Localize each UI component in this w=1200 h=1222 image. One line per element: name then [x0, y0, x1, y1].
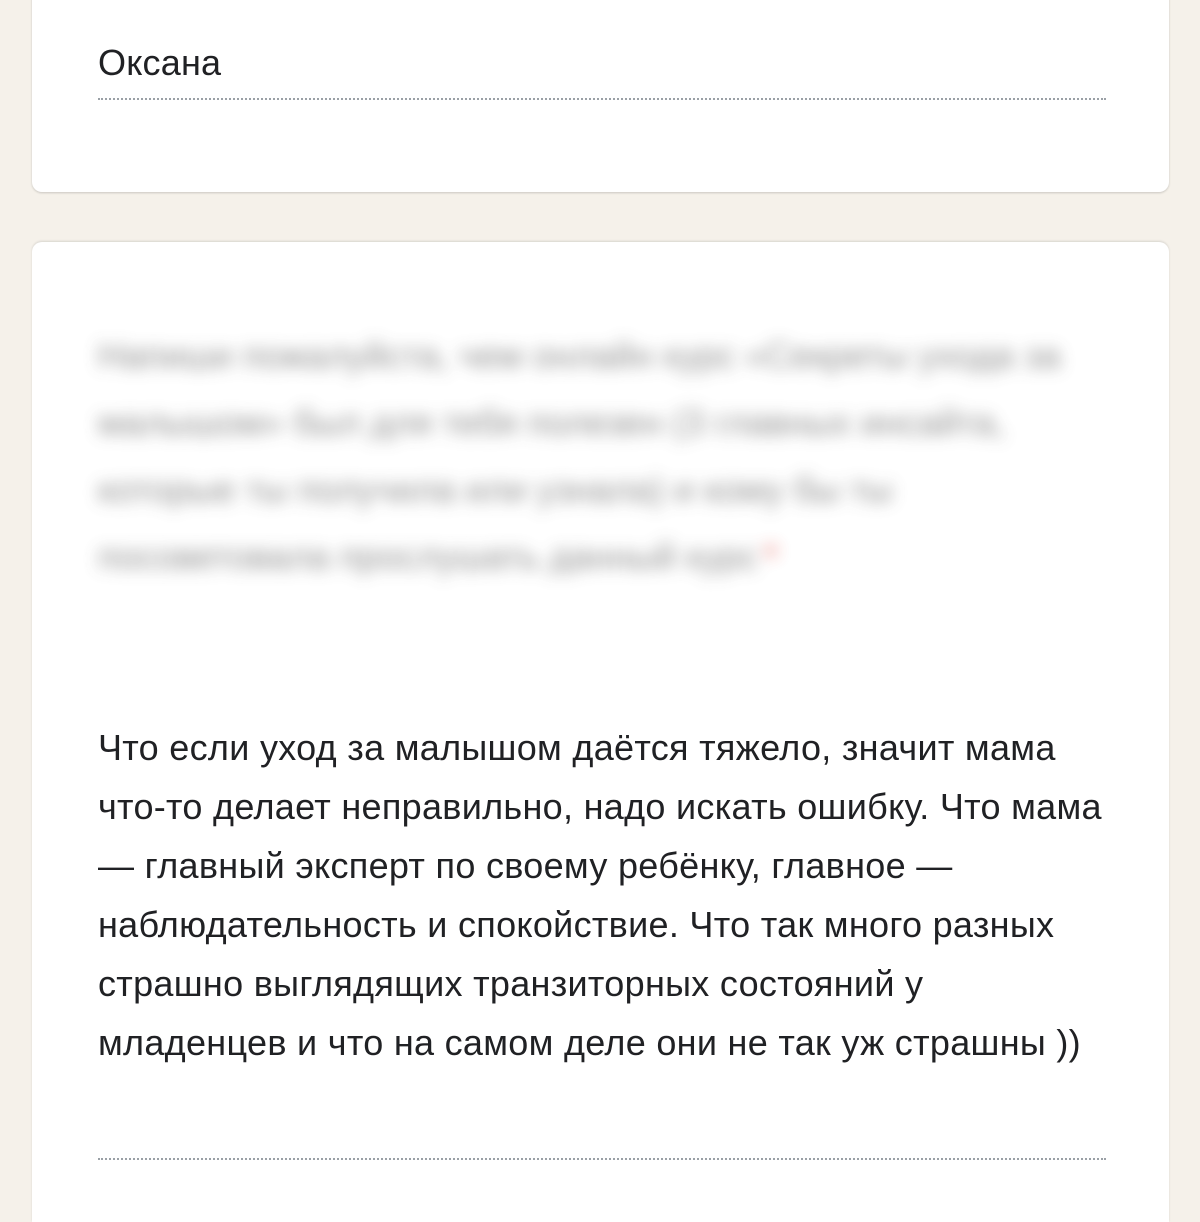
name-answer-field[interactable]: Оксана: [98, 42, 222, 83]
question-title: [98, 322, 1098, 590]
question-text: Напиши пожалуйста, чем онлайн курс «Секреты ухода за малышом» был для тебя полезен (3 главных инсайта, которые ты получила или узнала) и кому бы ты посоветовала прослушать данный курс: [98, 335, 1061, 577]
feedback-answer-field[interactable]: Что если уход за малышом даётся тяжело, значит мама что-то делает неправильно, надо искать ошибку. Что мама — главный эксперт по своему ребёнку, главное — наблюдательность и спокойствие. Что так много разных страшно выглядящих транзиторных состояний у младенцев и что на самом деле они не так уж страшны )): [98, 727, 1102, 1063]
feedback-answer-underline: [98, 1158, 1106, 1160]
required-marker: *: [763, 536, 778, 577]
name-question-card: [32, 0, 1169, 192]
name-answer-underline: [98, 98, 1106, 100]
